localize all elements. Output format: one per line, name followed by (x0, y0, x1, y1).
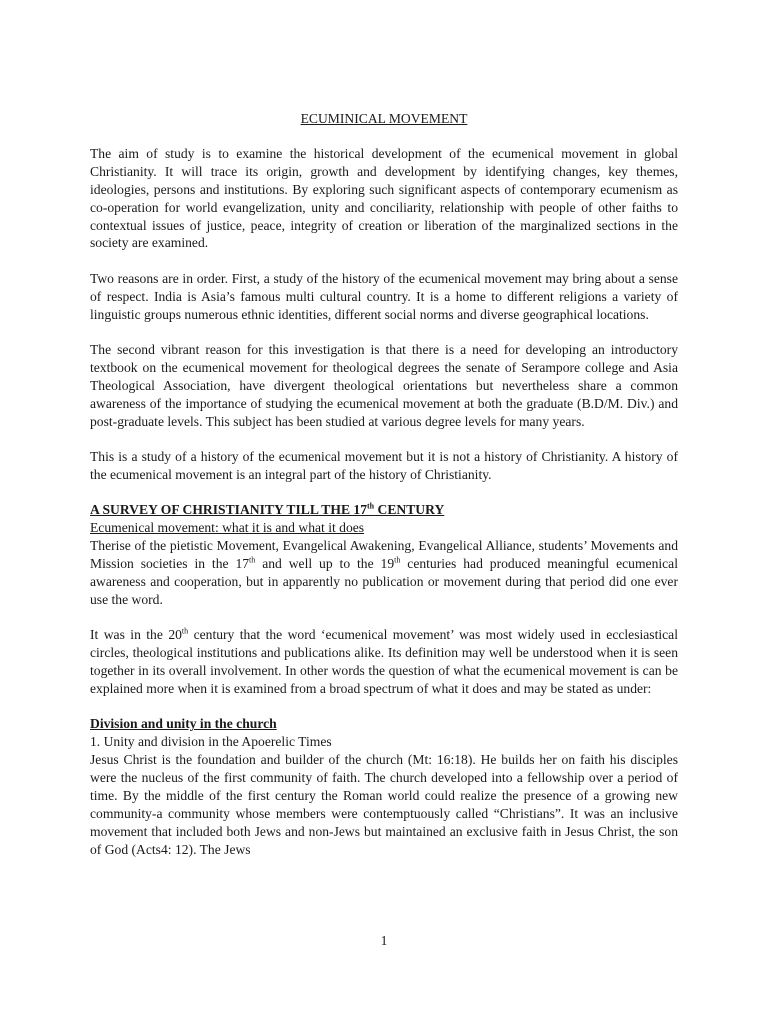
paragraph-twentieth-century (90, 626, 678, 698)
section-heading-tail: CENTURY (374, 502, 445, 518)
paragraph-study-scope: This is a study of a history of the ecumenical movement but it is not a history of Christianity. A history of the ecumenical movement is an integral part of the history of Christianity. (90, 449, 678, 482)
paragraph-pietistic (90, 537, 678, 609)
section-heading-sup: th (367, 501, 375, 511)
page-number: 1 (380, 933, 388, 948)
paragraph-pietistic-part-b: and well up to the 19 (255, 556, 395, 572)
paragraph-twentieth-part-b: century that the word ‘ecumenical movement’ was most widely used in ecclesiastical circles, theological institutions and publications alike. Its definition may well be understood when it is seen together in its overall involvement. In other words the question of what the ecumenical movement is can be explained more when it is examined from a broad spectrum of what it does and may be stated as under: (90, 627, 678, 697)
list-item-1: 1. Unity and division in the Apoerelic Times (90, 734, 332, 750)
paragraph-pietistic-part-c: centuries had produced meaningful ecumenical awareness and cooperation, but in apparently no publication or movement during that period did one ever use the word. (90, 556, 678, 607)
division-heading: Division and unity in the church (90, 716, 277, 732)
paragraph-two-reasons: Two reasons are in order. First, a study of the history of the ecumenical movement may bring about a sense of respect. India is Asia’s famous multi cultural country. It is a home to different religions a variety of linguistic groups numerous ethnic identities, different social norms and diverse geographical locations. (90, 270, 678, 322)
document-title: ECUMINICAL MOVEMENT (300, 111, 468, 126)
document-page (90, 110, 678, 876)
paragraph-aim: The aim of study is to examine the historical development of the ecumenical movement in global Christianity. It will trace its origin, growth and development by identifying changes, key themes, ideologies, persons and institutions. By exploring such significant aspects of contemporary ecumenism as co-operation for world evangelization, unity and conciliarity, relationship with people of other faiths to contextual issues of justice, peace, integrity of creation or liberation of the marginalized sections in the society are examined. (90, 145, 678, 251)
section-heading-text: A SURVEY OF CHRISTIANITY TILL THE 17 (90, 502, 368, 518)
paragraph-twentieth-sup: th (181, 626, 189, 636)
paragraph-second-reason: The second vibrant reason for this investigation is that there is a need for developing an introductory textbook on the ecumenical movement for theological degrees the senate of Serampore college and Asia Theological Association, have divergent theological orientations but nevertheless share a common awareness of the importance of studying the ecumenical movement at both the graduate (B.D/M. Div.) and post-graduate levels. This subject has been studied at various degree levels for many years. (90, 342, 678, 429)
paragraph-jesus-christ: Jesus Christ is the foundation and builder of the church (Mt: 16:18). He builds her on faith his disciples were the nucleus of the first community of faith. The church developed into a fellowship over a period of time. By the middle of the first century the Roman world could realize the presence of a growing new community-a community whose members were contemptuously called “Christians”. It was an inclusive movement that included both Jews and non-Jews but maintained an exclusive faith in Jesus Christ, the son of God (Acts4: 12). The Jews (90, 752, 678, 857)
paragraph-pietistic-sup-2: th (394, 555, 401, 565)
paragraph-pietistic-sup-1: th (249, 555, 256, 565)
section-subheading: Ecumenical movement: what it is and what it does (90, 520, 365, 536)
section-heading (90, 501, 678, 519)
paragraph-pietistic-part-a: Therise of the pietistic Movement, Evangelical Awakening, Evangelical Alliance, students’ Movements and Mission societies in the 17 (90, 538, 678, 572)
paragraph-twentieth-part-a: It was in the 20 (90, 627, 182, 643)
